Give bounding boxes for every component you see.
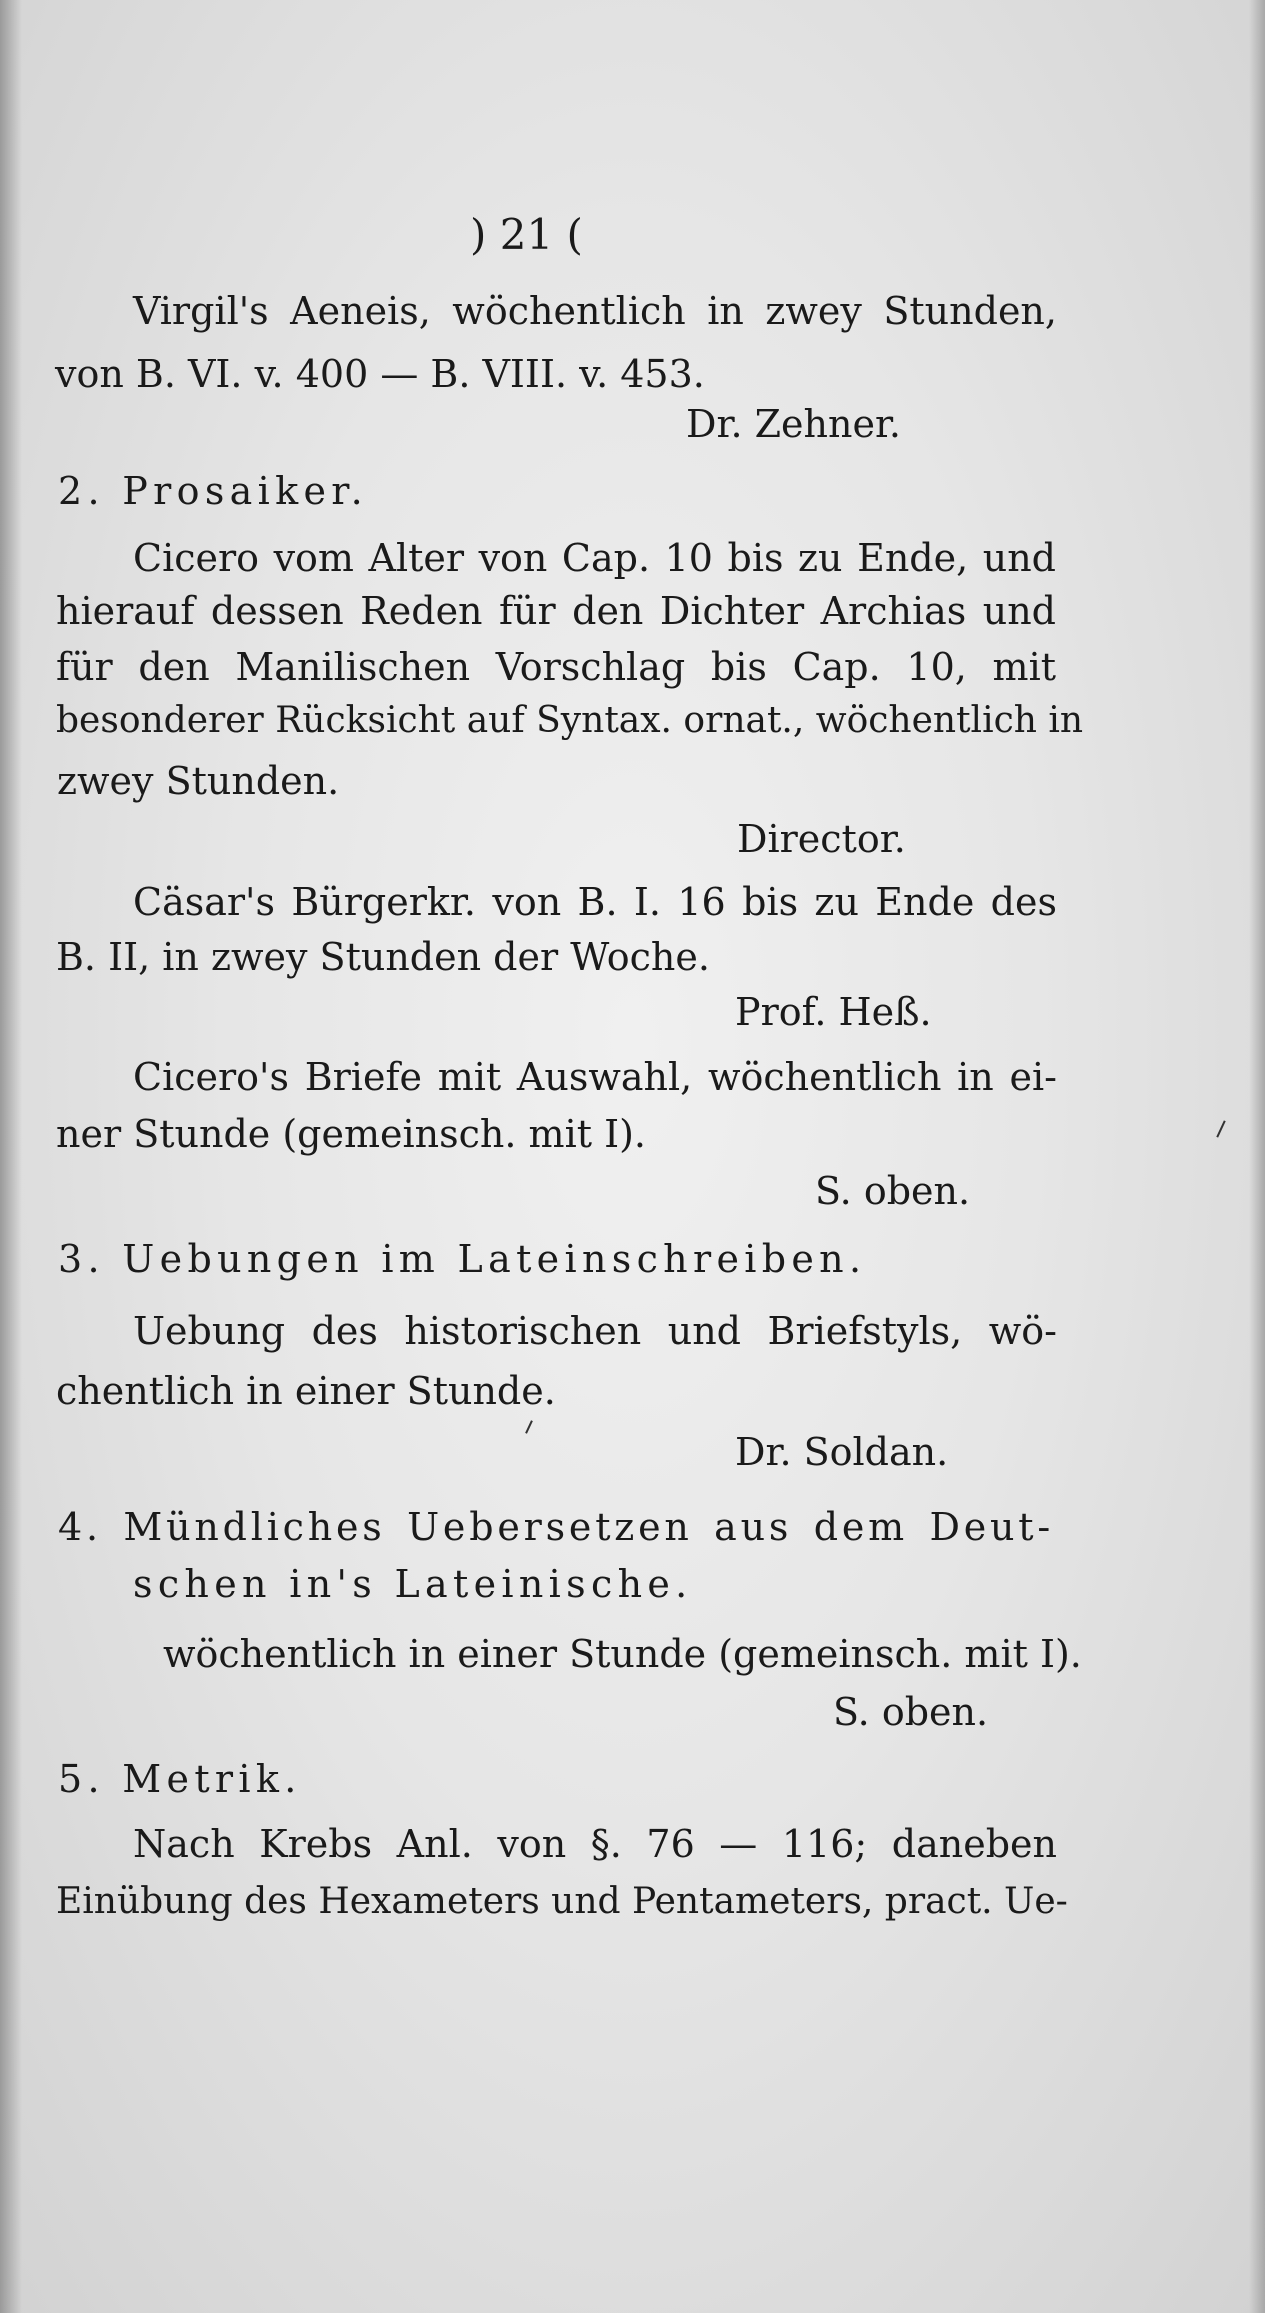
stray-mark-2: [525, 1420, 533, 1434]
signature-director: Director.: [737, 817, 906, 861]
text-line-cicero-2: hierauf dessen Reden für den Dichter Archias und: [56, 589, 1056, 633]
text-line-cicero-4: besonderer Rücksicht auf Syntax. ornat., wöchentlich in: [56, 700, 1084, 741]
text-line-cicero-5: zwey Stunden.: [57, 759, 340, 803]
section-heading-prosaiker: 2. Prosaiker.: [58, 469, 368, 513]
text-line-metrik-1: Nach Krebs Anl. von §. 76 — 116; daneben: [133, 1822, 1057, 1866]
signature-s-oben-1: S. oben.: [815, 1169, 971, 1213]
text-line-1: Virgil's Aeneis, wöchentlich in zwey Stunden,: [133, 289, 1057, 333]
section-heading-metrik: 5. Metrik.: [58, 1757, 302, 1801]
text-line-uebung-1: Uebung des historischen und Briefstyls, wö-: [133, 1309, 1057, 1353]
section-heading-uebungen: 3. Uebungen im Lateinschreiben.: [58, 1237, 867, 1281]
signature-soldan: Dr. Soldan.: [735, 1430, 949, 1474]
text-line-muendlich: wöchentlich in einer Stunde (gemeinsch. mit I).: [163, 1632, 1082, 1676]
signature-s-oben-2: S. oben.: [833, 1690, 989, 1734]
page-edge-shadow-right: [1249, 0, 1265, 2313]
stray-mark: [1216, 1120, 1225, 1137]
section-heading-muendliches-2: schen in's Lateinische.: [133, 1562, 693, 1606]
text-line-2: von B. VI. v. 400 — B. VIII. v. 453.: [55, 352, 705, 396]
text-line-metrik-2: Einübung des Hexameters und Pentameters, pract. Ue-: [56, 1881, 1068, 1922]
page-number-header: ) 21 (: [470, 210, 583, 259]
page-edge-shadow-left: [0, 0, 22, 2313]
text-line-caesar-2: B. II, in zwey Stunden der Woche.: [56, 935, 710, 979]
text-line-briefe-1: Cicero's Briefe mit Auswahl, wöchentlich in ei-: [133, 1055, 1057, 1099]
text-line-cicero-1: Cicero vom Alter von Cap. 10 bis zu Ende, und: [133, 536, 1056, 580]
text-line-cicero-3: für den Manilischen Vorschlag bis Cap. 10, mit: [56, 645, 1056, 689]
signature-hess: Prof. Heß.: [735, 990, 932, 1034]
text-line-briefe-2: ner Stunde (gemeinsch. mit I).: [56, 1112, 647, 1156]
text-line-uebung-2: chentlich in einer Stunde.: [56, 1369, 556, 1413]
signature-zehner: Dr. Zehner.: [686, 402, 902, 446]
section-heading-muendliches-1: 4. Mündliches Uebersetzen aus dem Deut-: [58, 1505, 1054, 1549]
text-line-caesar-1: Cäsar's Bürgerkr. von B. I. 16 bis zu Ende des: [133, 880, 1057, 924]
